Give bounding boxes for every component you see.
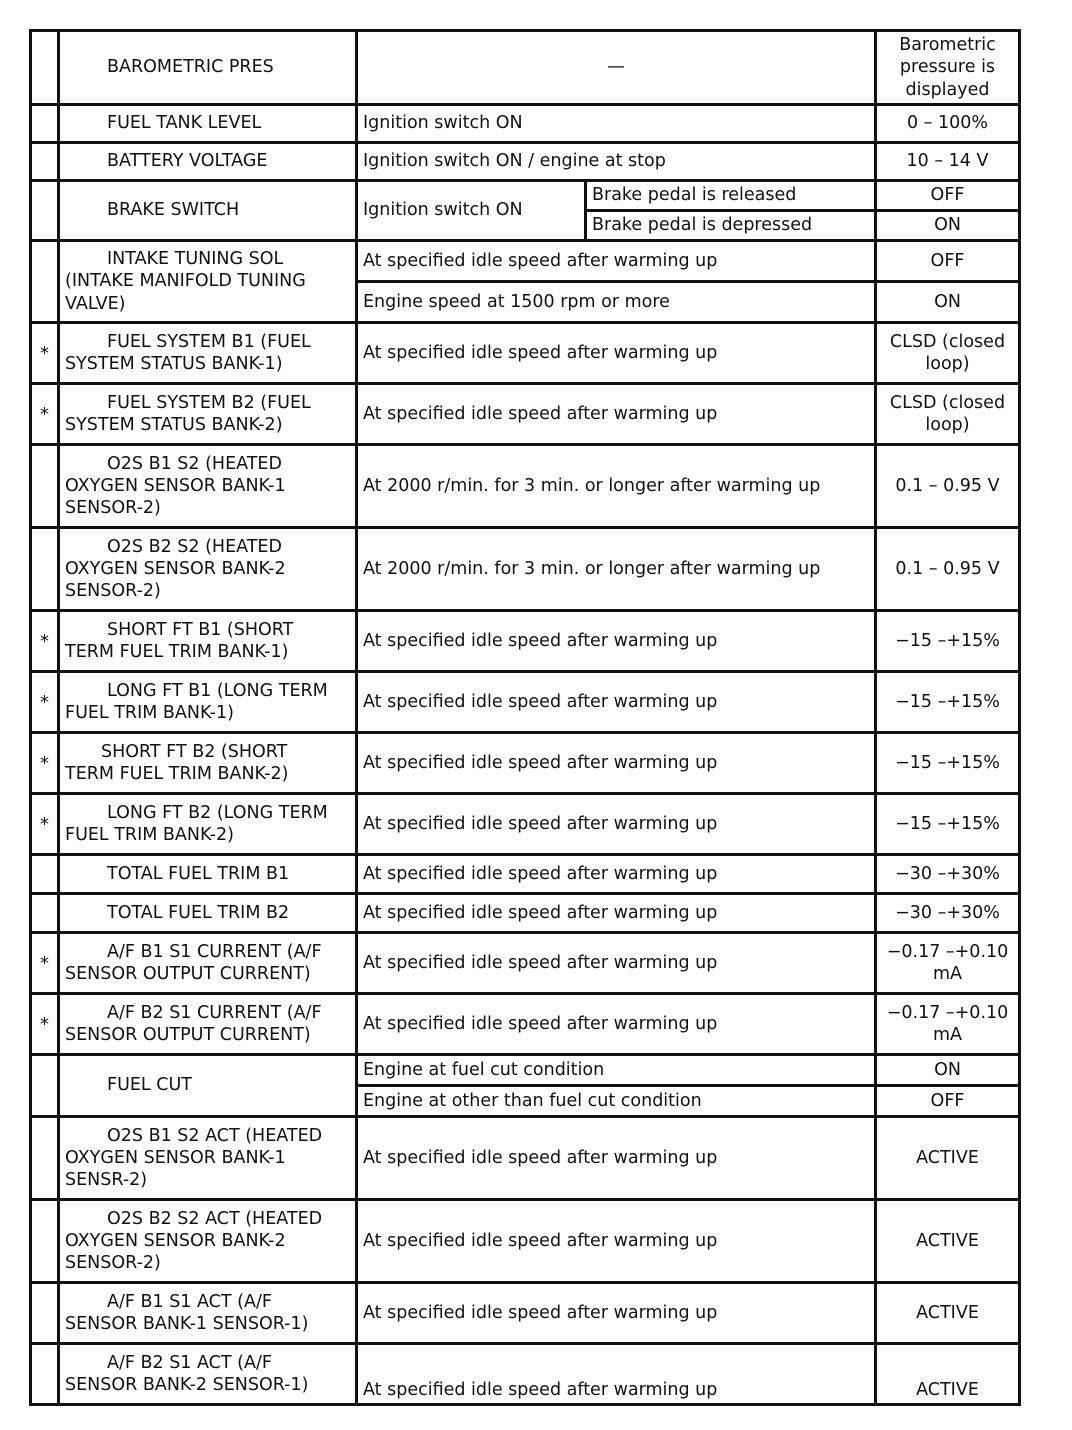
condition-cell: Engine at other than fuel cut condition — [357, 1086, 876, 1117]
table-row — [31, 31, 1020, 105]
condition-cell: At specified idle speed after warming up — [357, 894, 876, 933]
value-cell: CLSD (closed loop) — [876, 323, 1020, 384]
value-cell: 0.1 – 0.95 V — [876, 445, 1020, 528]
spec-table — [29, 29, 1021, 1406]
value-cell: ACTIVE — [876, 1344, 1020, 1405]
value-cell: 0 – 100% — [876, 105, 1020, 143]
value-cell: ON — [876, 211, 1020, 241]
condition-cell: Engine at fuel cut condition — [357, 1055, 876, 1086]
condition-cell: At specified idle speed after warming up — [357, 994, 876, 1055]
mark-cell — [31, 181, 59, 241]
item-cell: TOTAL FUEL TRIM B2 — [59, 894, 357, 933]
table-row — [31, 611, 1020, 672]
value-cell: −0.17 –+0.10 mA — [876, 933, 1020, 994]
item-cell: O2S B2 S2 ACT (HEATED OXYGEN SENSOR BANK-2 SENSOR-2) — [59, 1200, 357, 1283]
item-cell: SHORT FT B2 (SHORT TERM FUEL TRIM BANK-2) — [59, 733, 357, 794]
mark-cell — [31, 528, 59, 611]
item-cell: INTAKE TUNING SOL (INTAKE MANIFOLD TUNING VALVE) — [59, 241, 357, 323]
mark-cell — [31, 1117, 59, 1200]
table-row — [31, 1344, 1020, 1405]
item-cell: LONG FT B2 (LONG TERM FUEL TRIM BANK-2) — [59, 794, 357, 855]
value-cell: OFF — [876, 181, 1020, 211]
value-cell: 10 – 14 V — [876, 143, 1020, 181]
item-cell: FUEL TANK LEVEL — [59, 105, 357, 143]
table-row — [31, 994, 1020, 1055]
mark-cell — [31, 445, 59, 528]
mark-cell — [31, 1055, 59, 1117]
table-row — [31, 105, 1020, 143]
value-cell: ACTIVE — [876, 1117, 1020, 1200]
sub-condition-cell: Brake pedal is depressed — [586, 211, 876, 241]
table-row — [31, 1117, 1020, 1200]
value-cell: −15 –+15% — [876, 733, 1020, 794]
condition-cell: At specified idle speed after warming up — [357, 323, 876, 384]
table-row — [31, 933, 1020, 994]
table-row — [31, 384, 1020, 445]
table-row — [31, 1055, 1020, 1086]
item-cell: O2S B1 S2 ACT (HEATED OXYGEN SENSOR BANK-1 SENSR-2) — [59, 1117, 357, 1200]
value-cell: −30 –+30% — [876, 894, 1020, 933]
condition-cell: At specified idle speed after warming up — [357, 611, 876, 672]
item-cell: SHORT FT B1 (SHORT TERM FUEL TRIM BANK-1) — [59, 611, 357, 672]
table-row — [31, 1200, 1020, 1283]
mark-cell — [31, 1200, 59, 1283]
condition-cell: At specified idle speed after warming up — [357, 1283, 876, 1344]
mark-cell — [31, 105, 59, 143]
condition-cell: Ignition switch ON — [357, 181, 586, 241]
condition-cell: At specified idle speed after warming up — [357, 384, 876, 445]
table-row — [31, 323, 1020, 384]
mark-cell — [31, 241, 59, 323]
mark-cell — [31, 143, 59, 181]
mark-cell: * — [31, 323, 59, 384]
value-cell: −0.17 –+0.10 mA — [876, 994, 1020, 1055]
table-row — [31, 672, 1020, 733]
sub-condition-cell: Brake pedal is released — [586, 181, 876, 211]
value-cell: −30 –+30% — [876, 855, 1020, 894]
condition-cell: At 2000 r/min. for 3 min. or longer after warming up — [357, 528, 876, 611]
table-row — [31, 445, 1020, 528]
table-row — [31, 894, 1020, 933]
condition-cell: At specified idle speed after warming up — [357, 733, 876, 794]
condition-cell: At specified idle speed after warming up — [357, 933, 876, 994]
value-cell: ON — [876, 282, 1020, 323]
item-cell: BATTERY VOLTAGE — [59, 143, 357, 181]
table-row — [31, 1283, 1020, 1344]
mark-cell: * — [31, 933, 59, 994]
table-row — [31, 794, 1020, 855]
item-cell: FUEL SYSTEM B2 (FUEL SYSTEM STATUS BANK-2) — [59, 384, 357, 445]
item-cell: BAROMETRIC PRES — [59, 31, 357, 105]
item-cell: A/F B2 S1 ACT (A/F SENSOR BANK-2 SENSOR-1) — [59, 1344, 357, 1405]
table-row — [31, 143, 1020, 181]
value-cell: −15 –+15% — [876, 611, 1020, 672]
mark-cell: * — [31, 672, 59, 733]
condition-cell: At specified idle speed after warming up — [357, 241, 876, 282]
table-row — [31, 855, 1020, 894]
mark-cell: * — [31, 611, 59, 672]
condition-cell: At specified idle speed after warming up — [357, 855, 876, 894]
value-cell: OFF — [876, 241, 1020, 282]
item-cell: LONG FT B1 (LONG TERM FUEL TRIM BANK-1) — [59, 672, 357, 733]
mark-cell — [31, 855, 59, 894]
condition-cell: — — [357, 31, 876, 105]
value-cell: −15 –+15% — [876, 794, 1020, 855]
item-cell: FUEL SYSTEM B1 (FUEL SYSTEM STATUS BANK-1) — [59, 323, 357, 384]
table-row — [31, 733, 1020, 794]
mark-cell — [31, 1283, 59, 1344]
table-row — [31, 181, 1020, 211]
condition-cell: At specified idle speed after warming up — [357, 672, 876, 733]
item-cell: TOTAL FUEL TRIM B1 — [59, 855, 357, 894]
condition-cell: At specified idle speed after warming up — [357, 794, 876, 855]
item-cell: O2S B1 S2 (HEATED OXYGEN SENSOR BANK-1 SENSOR-2) — [59, 445, 357, 528]
mark-cell: * — [31, 733, 59, 794]
mark-cell: * — [31, 994, 59, 1055]
condition-cell: Engine speed at 1500 rpm or more — [357, 282, 876, 323]
value-cell: Barometric pressure is displayed — [876, 31, 1020, 105]
condition-cell: Ignition switch ON / engine at stop — [357, 143, 876, 181]
item-cell: A/F B1 S1 ACT (A/F SENSOR BANK-1 SENSOR-1) — [59, 1283, 357, 1344]
mark-cell: * — [31, 794, 59, 855]
condition-cell: At 2000 r/min. for 3 min. or longer after warming up — [357, 445, 876, 528]
condition-cell: Ignition switch ON — [357, 105, 876, 143]
condition-cell: At specified idle speed after warming up — [357, 1344, 876, 1405]
value-cell: −15 –+15% — [876, 672, 1020, 733]
value-cell: ACTIVE — [876, 1200, 1020, 1283]
value-cell: OFF — [876, 1086, 1020, 1117]
value-cell: ACTIVE — [876, 1283, 1020, 1344]
mark-cell — [31, 1344, 59, 1405]
item-cell: FUEL CUT — [59, 1055, 357, 1117]
value-cell: 0.1 – 0.95 V — [876, 528, 1020, 611]
item-cell: BRAKE SWITCH — [59, 181, 357, 241]
mark-cell — [31, 31, 59, 105]
item-cell: A/F B2 S1 CURRENT (A/F SENSOR OUTPUT CURRENT) — [59, 994, 357, 1055]
item-cell: O2S B2 S2 (HEATED OXYGEN SENSOR BANK-2 SENSOR-2) — [59, 528, 357, 611]
mark-cell — [31, 894, 59, 933]
condition-cell: At specified idle speed after warming up — [357, 1117, 876, 1200]
table-row — [31, 241, 1020, 282]
condition-cell: At specified idle speed after warming up — [357, 1200, 876, 1283]
item-cell: A/F B1 S1 CURRENT (A/F SENSOR OUTPUT CURRENT) — [59, 933, 357, 994]
table-row — [31, 528, 1020, 611]
value-cell: CLSD (closed loop) — [876, 384, 1020, 445]
mark-cell: * — [31, 384, 59, 445]
value-cell: ON — [876, 1055, 1020, 1086]
